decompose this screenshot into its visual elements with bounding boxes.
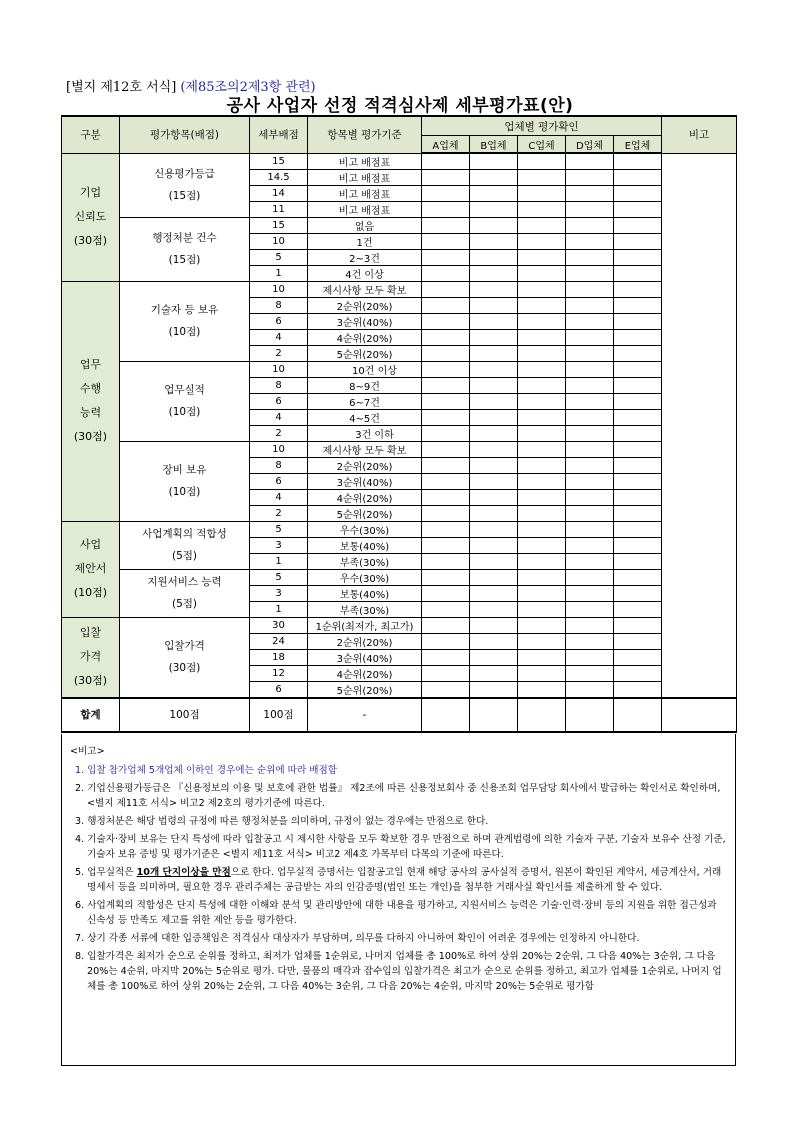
note-item-1: 1. 입찰 참가업체 5개업체 이하인 경우에는 순위에 따라 배점함 bbox=[75, 765, 338, 776]
header-category: 구분 bbox=[62, 116, 120, 153]
eval-cell[interactable] bbox=[422, 457, 470, 473]
eval-cell[interactable] bbox=[422, 617, 470, 633]
header-criteria: 항목별 평가기준 bbox=[308, 116, 422, 153]
header-company-b: B업체 bbox=[470, 136, 518, 154]
criteria-cell: 3순위(40%) bbox=[308, 649, 422, 665]
category-cell: 입찰 가격 (30점) bbox=[62, 617, 120, 698]
eval-cell[interactable] bbox=[422, 153, 470, 169]
criteria-cell: 5순위(20%) bbox=[308, 681, 422, 698]
header-item: 평가항목(배점) bbox=[120, 116, 250, 153]
eval-cell[interactable] bbox=[422, 681, 470, 698]
score-cell: 8 bbox=[250, 457, 308, 473]
score-cell: 11 bbox=[250, 201, 308, 217]
eval-cell[interactable] bbox=[614, 665, 662, 681]
eval-cell[interactable] bbox=[470, 377, 518, 393]
eval-cell[interactable] bbox=[566, 217, 614, 233]
eval-cell[interactable] bbox=[614, 505, 662, 521]
item-cell: 행정처분 건수 (15점) bbox=[120, 217, 250, 281]
item-cell: 입찰가격 (30점) bbox=[120, 617, 250, 698]
score-cell: 5 bbox=[250, 569, 308, 585]
notes-section bbox=[61, 734, 736, 1066]
score-cell: 6 bbox=[250, 313, 308, 329]
eval-cell[interactable] bbox=[566, 633, 614, 649]
item-cell: 신용평가등급 (15점) bbox=[120, 153, 250, 217]
eval-cell[interactable] bbox=[614, 489, 662, 505]
score-cell: 8 bbox=[250, 377, 308, 393]
table-row bbox=[62, 153, 737, 169]
note-item-5-prefix: 5. 업무실적은 bbox=[75, 867, 137, 878]
total-score: 100점 bbox=[250, 698, 308, 732]
eval-cell[interactable] bbox=[614, 281, 662, 297]
eval-cell[interactable] bbox=[518, 569, 566, 585]
header-score: 세부배점 bbox=[250, 116, 308, 153]
eval-cell[interactable] bbox=[470, 425, 518, 441]
criteria-cell: 비고 배점표 bbox=[308, 169, 422, 185]
eval-cell[interactable] bbox=[422, 281, 470, 297]
eval-cell[interactable] bbox=[518, 297, 566, 313]
eval-cell[interactable] bbox=[422, 601, 470, 617]
criteria-cell: 6~7건 bbox=[308, 393, 422, 409]
eval-cell[interactable] bbox=[566, 585, 614, 601]
eval-cell[interactable] bbox=[518, 457, 566, 473]
criteria-cell: 부족(30%) bbox=[308, 553, 422, 569]
eval-cell[interactable] bbox=[470, 409, 518, 425]
score-cell: 12 bbox=[250, 665, 308, 681]
eval-cell[interactable] bbox=[518, 361, 566, 377]
eval-cell[interactable] bbox=[518, 537, 566, 553]
eval-cell[interactable] bbox=[566, 409, 614, 425]
score-cell: 18 bbox=[250, 649, 308, 665]
eval-cell[interactable] bbox=[518, 521, 566, 537]
eval-cell[interactable] bbox=[614, 249, 662, 265]
eval-cell[interactable] bbox=[470, 265, 518, 281]
score-cell: 10 bbox=[250, 233, 308, 249]
table-row bbox=[62, 281, 737, 297]
criteria-cell: 4순위(20%) bbox=[308, 665, 422, 681]
table-row bbox=[62, 521, 737, 537]
note-item-5-emphasis: 10개 단지이상을 만점 bbox=[136, 867, 231, 878]
note-item-6: 6. 사업계획의 적합성은 단지 특성에 대한 이해와 분석 및 관리방안에 대한 내용을 평가하고, 지원서비스 능력은 기술·인력·장비 등의 지원을 위한 접근성과 신속성 등 만족도 제고를 위한 제안 등을 평가한다. bbox=[75, 900, 717, 926]
form-label: [별지 제12호 서식] bbox=[66, 80, 177, 95]
eval-cell[interactable] bbox=[614, 201, 662, 217]
eval-cell[interactable] bbox=[422, 553, 470, 569]
eval-cell[interactable] bbox=[566, 617, 614, 633]
eval-cell[interactable] bbox=[518, 393, 566, 409]
eval-cell[interactable] bbox=[614, 377, 662, 393]
score-cell: 2 bbox=[250, 425, 308, 441]
eval-cell[interactable] bbox=[518, 425, 566, 441]
header-eval-group: 업체별 평가확인 bbox=[422, 116, 662, 136]
criteria-cell: 제시사항 모두 확보 bbox=[308, 441, 422, 457]
eval-cell[interactable] bbox=[470, 201, 518, 217]
note-item-5 bbox=[70, 865, 727, 895]
score-cell: 30 bbox=[250, 617, 308, 633]
category-cell: 업무 수행 능력 (30점) bbox=[62, 281, 120, 521]
score-cell: 3 bbox=[250, 537, 308, 553]
eval-cell[interactable] bbox=[422, 425, 470, 441]
category-cell: 사업 제안서 (10점) bbox=[62, 521, 120, 617]
eval-cell[interactable] bbox=[518, 489, 566, 505]
eval-cell[interactable] bbox=[566, 601, 614, 617]
header-remarks: 비고 bbox=[662, 116, 737, 153]
eval-cell[interactable] bbox=[422, 329, 470, 345]
evaluation-table bbox=[61, 115, 737, 733]
eval-cell[interactable] bbox=[470, 617, 518, 633]
score-cell: 14.5 bbox=[250, 169, 308, 185]
eval-cell[interactable] bbox=[470, 297, 518, 313]
eval-cell[interactable] bbox=[422, 505, 470, 521]
eval-cell[interactable] bbox=[470, 473, 518, 489]
eval-cell[interactable] bbox=[614, 361, 662, 377]
eval-cell[interactable] bbox=[422, 698, 470, 732]
item-cell: 기술자 등 보유 (10점) bbox=[120, 281, 250, 361]
eval-cell[interactable] bbox=[470, 601, 518, 617]
eval-cell[interactable] bbox=[518, 313, 566, 329]
header-company-a: A업체 bbox=[422, 136, 470, 154]
notes-title: <비고> bbox=[70, 746, 105, 757]
eval-cell[interactable] bbox=[518, 633, 566, 649]
eval-cell[interactable] bbox=[614, 297, 662, 313]
eval-cell[interactable] bbox=[470, 585, 518, 601]
eval-cell[interactable] bbox=[566, 297, 614, 313]
criteria-cell: 1건 bbox=[308, 233, 422, 249]
criteria-cell: 부족(30%) bbox=[308, 601, 422, 617]
item-cell: 지원서비스 능력 (5점) bbox=[120, 569, 250, 617]
eval-cell[interactable] bbox=[422, 393, 470, 409]
score-cell: 1 bbox=[250, 601, 308, 617]
eval-cell[interactable] bbox=[614, 617, 662, 633]
eval-cell[interactable] bbox=[614, 153, 662, 169]
eval-cell[interactable] bbox=[614, 233, 662, 249]
eval-cell[interactable] bbox=[518, 329, 566, 345]
eval-cell[interactable] bbox=[422, 521, 470, 537]
eval-cell[interactable] bbox=[566, 393, 614, 409]
eval-cell[interactable] bbox=[422, 489, 470, 505]
score-cell: 2 bbox=[250, 505, 308, 521]
eval-cell[interactable] bbox=[422, 249, 470, 265]
eval-cell[interactable] bbox=[566, 169, 614, 185]
eval-cell[interactable] bbox=[566, 265, 614, 281]
eval-cell[interactable] bbox=[518, 265, 566, 281]
eval-cell[interactable] bbox=[518, 585, 566, 601]
eval-cell[interactable] bbox=[518, 153, 566, 169]
eval-cell[interactable] bbox=[518, 681, 566, 698]
note-item-5-rest: 으로 한다. 업무실적 증명서는 입찰공고일 현재 해당 공사의 공사실적 증명서, 원본이 확인된 계약서, 세금계산서, 거래명세서 등을 의미하며, 필요한 경우 관리주체는 공급받는 자의 인감증명(법인 또는 개인)을 첨부한 거래사실 확인서를 제출하게 할 수 있다. bbox=[87, 867, 722, 893]
note-item-8: 8. 입찰가격은 최저가 순으로 순위를 정하고, 최저가 업체를 1순위로, 나머지 업체를 총 100%로 하여 상위 20%는 2순위, 그 다음 40%는 3순위, 그 다음 20%는 4순위, 마지막 20%는 5순위로 평가. 다만, 물품의 매각과 잡수입의 입찰가격은 최고가 순으로 순위를 정하고, 최고가 업체를 1순위로, 나머지 업체를 총 100%로 하여 상위 20%는 2순위, 그 다음 40%는 3순위, 그 다음 20%는 4순위, 마지막 20%는 5순위로 평가함 bbox=[75, 951, 722, 992]
eval-cell[interactable] bbox=[566, 569, 614, 585]
criteria-cell: 4순위(20%) bbox=[308, 329, 422, 345]
eval-cell[interactable] bbox=[422, 441, 470, 457]
total-criteria: - bbox=[308, 698, 422, 732]
criteria-cell: 1순위(최저가, 최고가) bbox=[308, 617, 422, 633]
eval-cell[interactable] bbox=[470, 249, 518, 265]
eval-cell[interactable] bbox=[614, 217, 662, 233]
score-cell: 5 bbox=[250, 521, 308, 537]
eval-cell[interactable] bbox=[518, 217, 566, 233]
eval-cell[interactable] bbox=[470, 521, 518, 537]
eval-cell[interactable] bbox=[422, 409, 470, 425]
criteria-cell: 2~3건 bbox=[308, 249, 422, 265]
eval-cell[interactable] bbox=[518, 201, 566, 217]
criteria-cell: 3순위(40%) bbox=[308, 473, 422, 489]
total-label: 합계 bbox=[62, 698, 120, 732]
score-cell: 1 bbox=[250, 553, 308, 569]
score-cell: 1 bbox=[250, 265, 308, 281]
page-title: 공사 사업자 선정 적격심사제 세부평가표(안) bbox=[226, 96, 574, 116]
eval-cell[interactable] bbox=[422, 345, 470, 361]
note-item-7: 7. 상기 각종 서류에 대한 입증책임은 적격심사 대상자가 부담하며, 의무를 다하지 아니하여 확인이 어려운 경우에는 인정하지 아니한다. bbox=[75, 933, 640, 944]
eval-cell[interactable] bbox=[470, 217, 518, 233]
criteria-cell: 보통(40%) bbox=[308, 585, 422, 601]
table-row bbox=[62, 217, 737, 233]
eval-cell[interactable] bbox=[566, 441, 614, 457]
eval-cell[interactable] bbox=[470, 505, 518, 521]
score-cell: 10 bbox=[250, 281, 308, 297]
eval-cell[interactable] bbox=[566, 521, 614, 537]
eval-cell[interactable] bbox=[518, 473, 566, 489]
item-cell: 사업계획의 적합성 (5점) bbox=[120, 521, 250, 569]
criteria-cell: 4순위(20%) bbox=[308, 489, 422, 505]
eval-cell[interactable] bbox=[422, 265, 470, 281]
header-company-d: D업체 bbox=[566, 136, 614, 154]
score-cell: 6 bbox=[250, 473, 308, 489]
eval-cell[interactable] bbox=[518, 505, 566, 521]
score-cell: 4 bbox=[250, 329, 308, 345]
eval-cell[interactable] bbox=[470, 649, 518, 665]
eval-cell[interactable] bbox=[470, 665, 518, 681]
eval-cell[interactable] bbox=[422, 665, 470, 681]
eval-cell[interactable] bbox=[566, 681, 614, 698]
eval-cell[interactable] bbox=[566, 489, 614, 505]
eval-cell[interactable] bbox=[518, 409, 566, 425]
eval-cell[interactable] bbox=[518, 249, 566, 265]
eval-cell[interactable] bbox=[614, 649, 662, 665]
eval-cell[interactable] bbox=[566, 345, 614, 361]
eval-cell[interactable] bbox=[518, 698, 566, 732]
eval-cell[interactable] bbox=[566, 233, 614, 249]
criteria-cell: 보통(40%) bbox=[308, 537, 422, 553]
score-cell: 5 bbox=[250, 249, 308, 265]
eval-cell[interactable] bbox=[614, 473, 662, 489]
eval-cell[interactable] bbox=[470, 633, 518, 649]
eval-cell[interactable] bbox=[614, 409, 662, 425]
eval-cell[interactable] bbox=[470, 169, 518, 185]
eval-cell[interactable] bbox=[422, 473, 470, 489]
eval-cell[interactable] bbox=[470, 441, 518, 457]
eval-cell[interactable] bbox=[566, 185, 614, 201]
eval-cell[interactable] bbox=[422, 537, 470, 553]
score-cell: 6 bbox=[250, 393, 308, 409]
eval-cell[interactable] bbox=[614, 265, 662, 281]
eval-cell[interactable] bbox=[518, 441, 566, 457]
eval-cell[interactable] bbox=[614, 521, 662, 537]
table-row bbox=[62, 361, 737, 377]
criteria-cell: 2순위(20%) bbox=[308, 633, 422, 649]
score-cell: 8 bbox=[250, 297, 308, 313]
eval-cell[interactable] bbox=[470, 361, 518, 377]
eval-cell[interactable] bbox=[518, 185, 566, 201]
eval-cell[interactable] bbox=[518, 233, 566, 249]
score-cell: 24 bbox=[250, 633, 308, 649]
score-cell: 3 bbox=[250, 585, 308, 601]
eval-cell[interactable] bbox=[470, 313, 518, 329]
criteria-cell: 8~9건 bbox=[308, 377, 422, 393]
criteria-cell: 2순위(20%) bbox=[308, 297, 422, 313]
remarks-cell[interactable] bbox=[662, 698, 737, 732]
eval-cell[interactable] bbox=[518, 281, 566, 297]
eval-cell[interactable] bbox=[470, 681, 518, 698]
eval-cell[interactable] bbox=[422, 361, 470, 377]
eval-cell[interactable] bbox=[566, 537, 614, 553]
eval-cell[interactable] bbox=[422, 313, 470, 329]
criteria-cell: 제시사항 모두 확보 bbox=[308, 281, 422, 297]
eval-cell[interactable] bbox=[566, 201, 614, 217]
table-row bbox=[62, 569, 737, 585]
eval-cell[interactable] bbox=[422, 633, 470, 649]
eval-cell[interactable] bbox=[566, 505, 614, 521]
header-company-e: E업체 bbox=[614, 136, 662, 154]
header-company-c: C업체 bbox=[518, 136, 566, 154]
table-row bbox=[62, 441, 737, 457]
score-cell: 14 bbox=[250, 185, 308, 201]
score-cell: 4 bbox=[250, 489, 308, 505]
eval-cell[interactable] bbox=[518, 553, 566, 569]
eval-cell[interactable] bbox=[470, 698, 518, 732]
criteria-cell: 비고 배점표 bbox=[308, 201, 422, 217]
criteria-cell: 비고 배점표 bbox=[308, 185, 422, 201]
item-cell: 업무실적 (10점) bbox=[120, 361, 250, 441]
score-cell: 15 bbox=[250, 153, 308, 169]
eval-cell[interactable] bbox=[566, 698, 614, 732]
criteria-cell: 3건 이하 bbox=[308, 425, 422, 441]
eval-cell[interactable] bbox=[614, 585, 662, 601]
eval-cell[interactable] bbox=[614, 698, 662, 732]
category-cell: 기업 신뢰도 (30점) bbox=[62, 153, 120, 281]
eval-cell[interactable] bbox=[614, 313, 662, 329]
form-reference: (제85조의2제3항 관련) bbox=[180, 80, 316, 95]
total-row bbox=[62, 698, 737, 732]
criteria-cell: 2순위(20%) bbox=[308, 457, 422, 473]
eval-cell[interactable] bbox=[470, 537, 518, 553]
eval-cell[interactable] bbox=[614, 425, 662, 441]
eval-cell[interactable] bbox=[614, 169, 662, 185]
eval-cell[interactable] bbox=[566, 553, 614, 569]
eval-cell[interactable] bbox=[470, 153, 518, 169]
eval-cell[interactable] bbox=[566, 329, 614, 345]
score-cell: 10 bbox=[250, 361, 308, 377]
eval-cell[interactable] bbox=[566, 473, 614, 489]
eval-cell[interactable] bbox=[614, 345, 662, 361]
eval-cell[interactable] bbox=[422, 217, 470, 233]
item-cell: 장비 보유 (10점) bbox=[120, 441, 250, 521]
eval-cell[interactable] bbox=[614, 441, 662, 457]
eval-cell[interactable] bbox=[566, 377, 614, 393]
eval-cell[interactable] bbox=[470, 185, 518, 201]
eval-cell[interactable] bbox=[422, 185, 470, 201]
score-cell: 6 bbox=[250, 681, 308, 698]
eval-cell[interactable] bbox=[614, 537, 662, 553]
eval-cell[interactable] bbox=[566, 249, 614, 265]
eval-cell[interactable] bbox=[470, 489, 518, 505]
eval-cell[interactable] bbox=[422, 201, 470, 217]
table-body bbox=[62, 153, 737, 698]
score-cell: 10 bbox=[250, 441, 308, 457]
eval-cell[interactable] bbox=[518, 377, 566, 393]
eval-cell[interactable] bbox=[470, 329, 518, 345]
eval-cell[interactable] bbox=[422, 169, 470, 185]
eval-cell[interactable] bbox=[566, 361, 614, 377]
eval-cell[interactable] bbox=[566, 649, 614, 665]
score-cell: 15 bbox=[250, 217, 308, 233]
eval-cell[interactable] bbox=[518, 345, 566, 361]
criteria-cell: 우수(30%) bbox=[308, 569, 422, 585]
eval-cell[interactable] bbox=[518, 169, 566, 185]
eval-cell[interactable] bbox=[422, 649, 470, 665]
eval-cell[interactable] bbox=[614, 185, 662, 201]
criteria-cell: 없음 bbox=[308, 217, 422, 233]
eval-cell[interactable] bbox=[614, 681, 662, 698]
eval-cell[interactable] bbox=[470, 553, 518, 569]
eval-cell[interactable] bbox=[518, 617, 566, 633]
note-item-2: 2. 기업신용평가등급은 『신용정보의 이용 및 보호에 관한 법률』 제2조에 따른 신용정보회사 중 신용조회 업무담당 회사에서 발급하는 확인서로 확인하며, <별지 제11호 서식> 비고2 제2호의 평가기준에 따른다. bbox=[75, 783, 721, 809]
score-cell: 2 bbox=[250, 345, 308, 361]
eval-cell[interactable] bbox=[614, 457, 662, 473]
eval-cell[interactable] bbox=[614, 569, 662, 585]
eval-cell[interactable] bbox=[470, 393, 518, 409]
criteria-cell: 비고 배점표 bbox=[308, 153, 422, 169]
eval-cell[interactable] bbox=[470, 457, 518, 473]
eval-cell[interactable] bbox=[518, 601, 566, 617]
eval-cell[interactable] bbox=[566, 425, 614, 441]
eval-cell[interactable] bbox=[614, 633, 662, 649]
criteria-cell: 5순위(20%) bbox=[308, 505, 422, 521]
eval-cell[interactable] bbox=[614, 553, 662, 569]
criteria-cell: 4~5건 bbox=[308, 409, 422, 425]
criteria-cell: 5순위(20%) bbox=[308, 345, 422, 361]
eval-cell[interactable] bbox=[566, 457, 614, 473]
remarks-cell[interactable] bbox=[662, 153, 737, 698]
eval-cell[interactable] bbox=[614, 329, 662, 345]
eval-cell[interactable] bbox=[518, 649, 566, 665]
eval-cell[interactable] bbox=[470, 345, 518, 361]
eval-cell[interactable] bbox=[566, 281, 614, 297]
total-item: 100점 bbox=[120, 698, 250, 732]
eval-cell[interactable] bbox=[470, 569, 518, 585]
eval-cell[interactable] bbox=[422, 233, 470, 249]
criteria-cell: 10건 이상 bbox=[308, 361, 422, 377]
eval-cell[interactable] bbox=[566, 153, 614, 169]
note-item-3: 3. 행정처분은 해당 법령의 규정에 따른 행정처분을 의미하며, 규정이 없는 경우에는 만점으로 한다. bbox=[75, 816, 489, 827]
eval-cell[interactable] bbox=[566, 313, 614, 329]
eval-cell[interactable] bbox=[470, 281, 518, 297]
eval-cell[interactable] bbox=[422, 377, 470, 393]
criteria-cell: 4건 이상 bbox=[308, 265, 422, 281]
criteria-cell: 3순위(40%) bbox=[308, 313, 422, 329]
eval-cell[interactable] bbox=[422, 297, 470, 313]
eval-cell[interactable] bbox=[614, 601, 662, 617]
eval-cell[interactable] bbox=[614, 393, 662, 409]
eval-cell[interactable] bbox=[518, 665, 566, 681]
eval-cell[interactable] bbox=[422, 569, 470, 585]
note-item-4: 4. 기술자·장비 보유는 단지 특성에 따라 입찰공고 시 제시한 사항을 모두 확보한 경우 만점으로 하며 관계법령에 의한 기술자 구분, 기술자 보유수 산정 기준, 기술자 보유 증빙 및 평가기준은 <별지 제11호 서식> 비고2 제4호 가목부터 다목의 기준에 따른다. bbox=[75, 834, 726, 860]
eval-cell[interactable] bbox=[422, 585, 470, 601]
eval-cell[interactable] bbox=[566, 665, 614, 681]
criteria-cell: 우수(30%) bbox=[308, 521, 422, 537]
eval-cell[interactable] bbox=[470, 233, 518, 249]
score-cell: 4 bbox=[250, 409, 308, 425]
table-row bbox=[62, 617, 737, 633]
